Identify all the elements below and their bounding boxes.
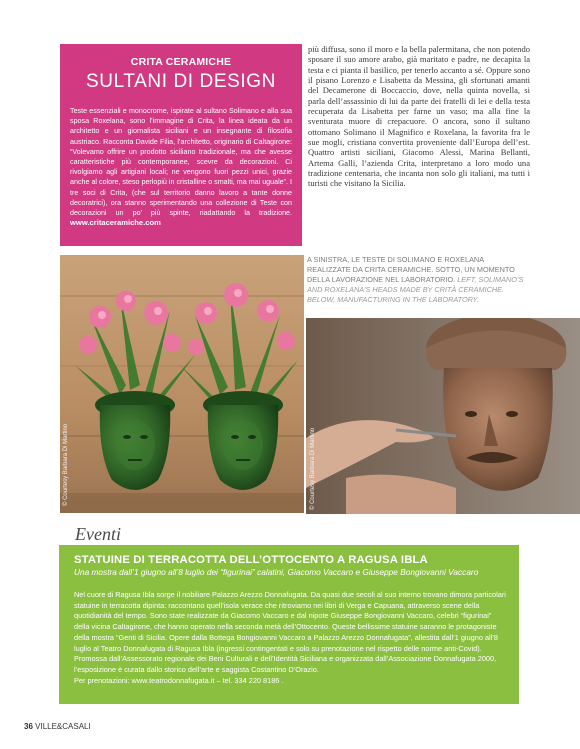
photo-credit-right: © Courtesy Barbara Di Martino xyxy=(310,427,316,510)
event-booking: Per prenotazioni: www.teatrodonnafugata.it – tel. 334 220 8186 . xyxy=(74,675,284,685)
story-text: più diffusa, sono il moro e la bella palermitana, che non potendo sposare il suo amore arabo, già maritato e padre, ne decapita la testa e ci pianta il basilico, per tenerlo accanto a sé. Oppure sono il pisano Lorenzo e Lisabetta da Messina, gli sfortunati amanti del Decamerone di Boccaccio, dove, nella quinta novella, si parla dell’assassinio di lui da parte dei fratelli di lei e della testa recuperata da Lisabetta per farne un vaso; ma alla fine la sventurata muore di crepacuore. O ancora, sono il sultano ottomano Solimano il Magnifico e Roxelana, la favorita fra le sue mogli, cristiana convertita proveniente dall’Europa dell’est. Quattro artisti siciliani, Giacomo Alessi, Marina Bellanti, Artema Galli, l’azienda Crita, interpretano a loro modo una tradizione centenaria, che incanta non solo gli italiani, ma tutti i turisti che visitano la Sicilia. xyxy=(308,44,530,189)
caption-english: LEFT, SOLIMANO’S AND ROXELANA’S HEADS MADE BY CRITÀ CERAMICHE. BELOW, MANUFACTURING IN THE LABORATORY. xyxy=(307,275,524,304)
event-body xyxy=(74,590,507,686)
workshop-illustration xyxy=(306,318,580,514)
page-footer xyxy=(24,722,91,731)
event-subtitle: Una mostra dall’1 giugno all’8 luglio dei “figurinai” calatini, Giacomo Vaccaro e Giuseppe Bongiovanni Vaccaro xyxy=(74,567,479,577)
event-title: STATUINE DI TERRACOTTA DELL’OTTOCENTO A RAGUSA IBLA xyxy=(74,554,428,566)
sidebar-website-link[interactable]: www.critaceramiche.com xyxy=(70,218,161,228)
event-body-text: Nel cuore di Ragusa Ibla sorge il nobiliare Palazzo Arezzo Donnafugata. Da quasi due secoli al suo interno trovano dimora particolari statuine in terracotta dipinta: raccontano quell’isola verace che ritroviamo nei libri di Verga e Capuana, attraverso scene della quotidianità del tempo. Sono state realizzate da Giacomo Vaccaro e dal nipote Giuseppe Bongiovanni Vaccaro, celebri “figurinai” della vicina Caltagirone, che hanno operato nella seconda metà dell’Ottocento. Queste bellissime statuine saranno le protagoniste della mostra “Genti di Sicilia. Opere dalla Bottega Bongiovanni Vaccaro a Palazzo Arezzo Donnafugata”, allestita dall’1 giugno all’8 luglio al Teatro Donnafugata di Ragusa Ibla (ingressi contingentati e solo su prenotazione nel rispetto delle norme anti-Covid). Promossa dall’Assessorato regionale dei Beni Culturali e dell’Identità Siciliana e organizzata dall’Associazione Donnafugata 2000, l’esposizione è curata dallo storico dell’arte e saggista Costantino D’Orazio. xyxy=(74,590,506,674)
caption-italian: A SINISTRA, LE TESTE DI SOLIMANO E ROXELANA REALIZZATE DA CRITA CERAMICHE. SOTTO, UN MOMENTO DELLA LAVORAZIONE NEL LABORATORIO. xyxy=(307,255,515,284)
sidebar-headline: SULTANI DI DESIGN xyxy=(85,71,277,92)
sidebar-box-crita xyxy=(60,44,302,246)
page-number: 36 xyxy=(24,722,33,731)
eventi-box xyxy=(59,545,519,704)
sidebar-body-text: Teste essenziali e monocrome, ispirate al sultano Solimano e alla sua sposa Roxelana, sono l’immagine di Crita, la linea ideata da un architetto e un giornalista siciliani e un insegnante di filosofia austriaco. Racconta Davide Filia, l’architetto, originario di Caltagirone: “Volevamo offrire un prodotto siciliano tradizionale, ma che avesse caratteristiche più contemporanee, scevre da decorazioni. Ci rivolgiamo agli artigiani locali; ne vengono fuori pezzi unici, grazie anche al colore, steso perlopiù in cristalline o smalti, ma mai uguale”. I tre soci di Crita, (che sul territorio danno lavoro a tante donne decoratrici), ora stanno sperimentando una collezione di Teste con decorazioni un po’ più spinte, riadattando la tradizione. xyxy=(70,107,292,218)
photo-credit-left: © Courtesy Barbara Di Martino xyxy=(63,423,69,506)
photo-head-vases xyxy=(60,255,304,513)
photo-caption xyxy=(307,255,529,305)
sidebar-body xyxy=(70,106,292,228)
head-vases-illustration xyxy=(60,255,304,513)
sidebar-kicker: CRITA CERAMICHE xyxy=(130,56,232,68)
magazine-name: VILLE&CASALI xyxy=(35,722,91,731)
eventi-section-title: Eventi xyxy=(75,524,121,544)
photo-workshop xyxy=(306,318,580,514)
